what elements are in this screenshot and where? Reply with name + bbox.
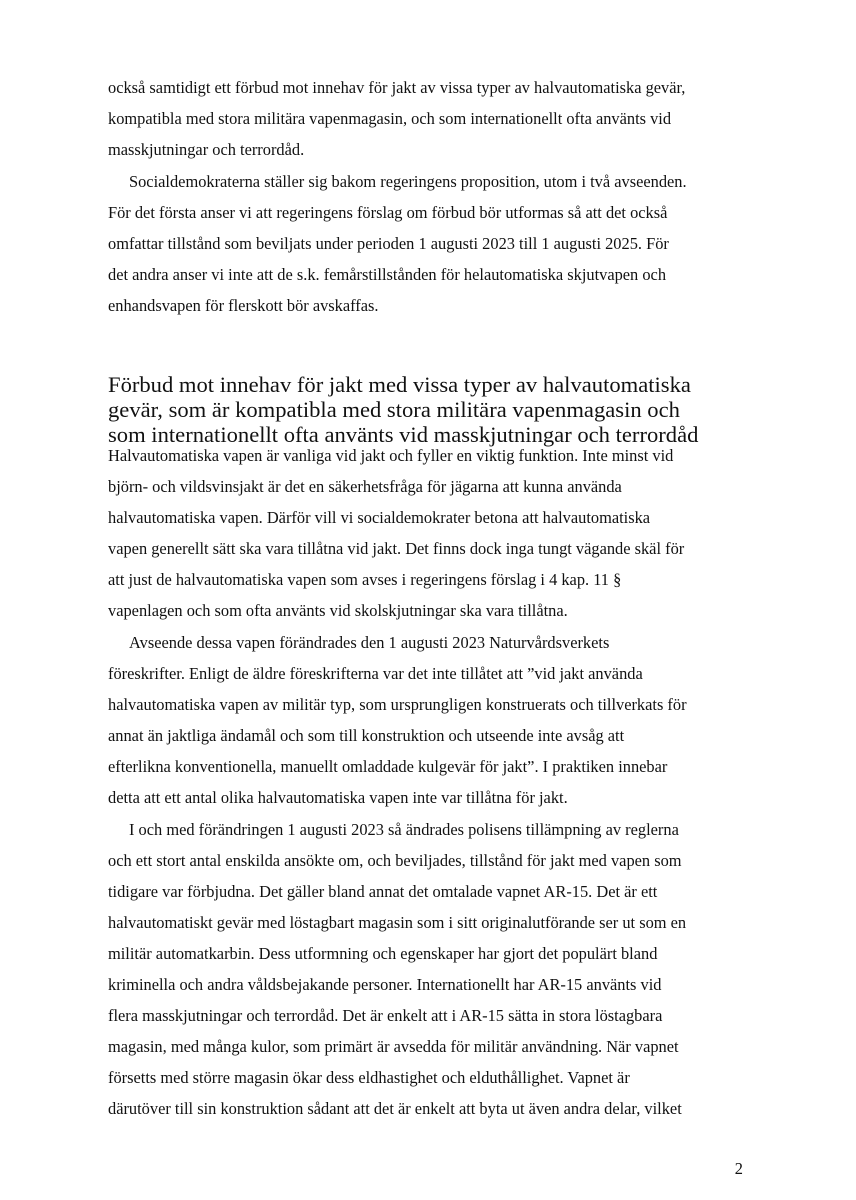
text-line: magasin, med många kulor, som primärt är avsedda för militär användning. När vapnet <box>108 1037 679 1056</box>
text-line: halvautomatiska vapen av militär typ, som ursprungligen konstruerats och tillverkats för <box>108 695 687 714</box>
text-line: försetts med större magasin ökar dess eldhastighet och elduthållighet. Vapnet är <box>108 1068 630 1087</box>
text-line: det andra anser vi inte att de s.k. femårstillstånden för helautomatiska skjutvapen och <box>108 265 667 284</box>
text-line: halvautomatiskt gevär med löstagbart magasin som i sitt originalutförande ser ut som en <box>108 913 687 932</box>
text-line: Halvautomatiska vapen är vanliga vid jakt och fyller en viktig funktion. Inte minst vid <box>108 446 674 465</box>
text-line: Avseende dessa vapen förändrades den 1 augusti 2023 Naturvårdsverkets <box>129 633 610 652</box>
text-line: kriminella och andra våldsbejakande personer. Internationellt har AR-15 använts vid <box>108 975 662 994</box>
text-line: och ett stort antal enskilda ansökte om, och beviljades, tillstånd för jakt med vapen som <box>108 851 682 870</box>
text-line: halvautomatiska vapen. Därför vill vi socialdemokrater betona att halvautomatiska <box>108 508 651 527</box>
text-line: tidigare var förbjudna. Det gäller bland annat det omtalade vapnet AR-15. Det är ett <box>108 882 658 901</box>
text-line: I och med förändringen 1 augusti 2023 så ändrades polisens tillämpning av reglerna <box>129 820 679 839</box>
text-line: detta att ett antal olika halvautomatiska vapen inte var tillåtna för jakt. <box>108 788 568 807</box>
text-line: efterlikna konventionella, manuellt omladdade kulgevär för jakt”. I praktiken innebar <box>108 757 668 776</box>
text-line: militär automatkarbin. Dess utformning och egenskaper har gjort det populärt bland <box>108 944 658 963</box>
text-line: enhandsvapen för flerskott bör avskaffas. <box>108 296 379 315</box>
text-line: vapen generellt sätt ska vara tillåtna vid jakt. Det finns dock inga tungt vägande skäl för <box>108 539 685 558</box>
text-line: björn- och vildsvinsjakt är det en säkerhetsfråga för jägarna att kunna använda <box>108 477 622 496</box>
text-line: därutöver till sin konstruktion sådant att det är enkelt att byta ut även andra delar, vilket <box>108 1099 682 1118</box>
text-line: att just de halvautomatiska vapen som avses i regeringens förslag i 4 kap. 11 § <box>108 570 622 589</box>
text-line: föreskrifter. Enligt de äldre föreskrifterna var det inte tillåtet att ”vid jakt använda <box>108 664 643 683</box>
text-line: kompatibla med stora militära vapenmagasin, och som internationellt ofta använts vid <box>108 109 672 128</box>
text-line: masskjutningar och terrordåd. <box>108 140 305 159</box>
text-line: Socialdemokraterna ställer sig bakom regeringens proposition, utom i två avseenden. <box>129 172 687 191</box>
page-number: 2 <box>734 1159 743 1178</box>
text-line: också samtidigt ett förbud mot innehav för jakt av vissa typer av halvautomatiska gevär, <box>108 78 686 97</box>
heading-line: Förbud mot innehav för jakt med vissa typer av halvautomatiska <box>108 372 691 397</box>
text-line: flera masskjutningar och terrordåd. Det är enkelt att i AR-15 sätta in stora löstagbara <box>108 1006 663 1025</box>
text-line: annat än jaktliga ändamål och som till konstruktion och utseende inte avsåg att <box>108 726 625 745</box>
text-line: För det första anser vi att regeringens förslag om förbud bör utformas så att det också <box>108 203 668 222</box>
heading-line: som internationellt ofta använts vid masskjutningar och terrordåd <box>108 422 699 447</box>
heading-line: gevär, som är kompatibla med stora militära vapenmagasin och <box>108 397 680 422</box>
text-line: vapenlagen och som ofta använts vid skolskjutningar ska vara tillåtna. <box>108 601 568 620</box>
text-line: omfattar tillstånd som beviljats under perioden 1 augusti 2023 till 1 augusti 2025. För <box>108 234 669 253</box>
